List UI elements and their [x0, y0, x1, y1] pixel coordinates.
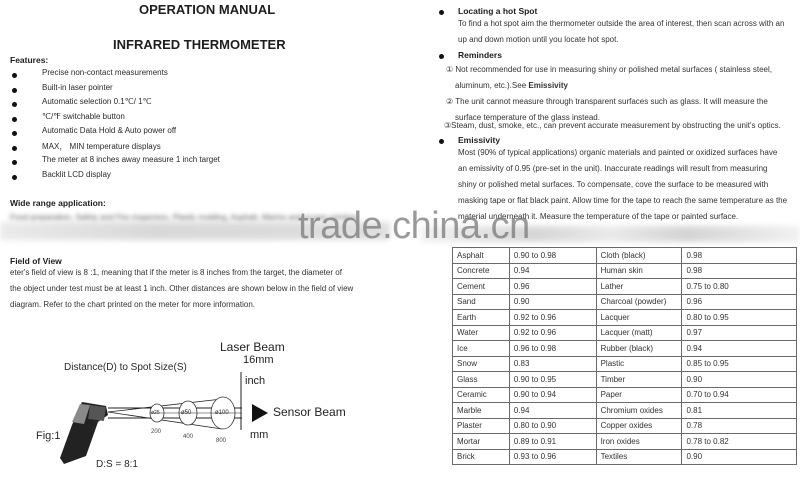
- emissivity-value-cell: 0.90: [509, 294, 596, 310]
- material-cell: Sand: [453, 294, 510, 310]
- emissivity-heading: Emissivity: [458, 135, 501, 145]
- table-row: [453, 294, 797, 310]
- emissivity-value-cell: 0.90 to 0.94: [509, 387, 596, 403]
- emissivity-value-cell: 0.92 to 0.96: [509, 310, 596, 326]
- emissivity-value-cell: 0.97: [682, 325, 797, 341]
- table-row: [453, 387, 797, 403]
- reminder-3: ③Steam, dust, smoke, etc., can prevent accurate measurement by obstructing the unit's optics.: [444, 121, 781, 130]
- emissivity-value-cell: 0.94: [509, 263, 596, 279]
- material-cell: Ice: [453, 341, 510, 357]
- spot-size-25: ø25: [151, 410, 160, 416]
- material-cell: Cloth (black): [596, 248, 682, 264]
- table-row: [453, 279, 797, 295]
- features-heading: Features:: [10, 55, 49, 65]
- material-cell: Charcoal (powder): [596, 294, 682, 310]
- material-cell: Human skin: [596, 263, 682, 279]
- emissivity-value-cell: 0.90 to 0.95: [509, 372, 596, 388]
- spot-size-50: ø50: [181, 410, 192, 416]
- emissivity-table-body: [453, 248, 797, 465]
- material-cell: Concrete: [453, 263, 510, 279]
- material-cell: Water: [453, 325, 510, 341]
- material-cell: Lacquer (matt): [596, 325, 682, 341]
- bullet-icon: [12, 160, 17, 165]
- application-heading: Wide range application:: [10, 198, 106, 208]
- table-row: [453, 248, 797, 264]
- field-of-view-diagram: [0, 330, 400, 491]
- material-cell: Paper: [596, 387, 682, 403]
- emissivity-value-cell: 0.75 to 0.80: [682, 279, 797, 295]
- table-row: [453, 263, 797, 279]
- table-row: [453, 372, 797, 388]
- bullet-icon: [12, 146, 17, 151]
- manual-title: OPERATION MANUAL: [139, 2, 276, 17]
- emissivity-value-cell: 0.81: [682, 403, 797, 419]
- emissivity-value-cell: 0.78 to 0.82: [682, 434, 797, 450]
- emissivity-value-cell: 0.80 to 0.90: [509, 418, 596, 434]
- distance-400: 400: [183, 434, 194, 440]
- emissivity-text: Most (90% of typical applications) organic materials and painted or oxidized surfaces have an emissivity of 0.95 (pre-set in the unit). Inaccurate readings will result from measuring shiny or polished metal surfaces. To compensate, cove the surface to be measured with masking tape or flat black paint. Allow time for the tape to reach the same temperature as the material underneath it. Measure the temperature of the tape or painted surface.: [458, 148, 788, 221]
- emissivity-value-cell: 0.96: [509, 279, 596, 295]
- material-cell: Snow: [453, 356, 510, 372]
- figure-label: Fig:1: [36, 430, 61, 442]
- table-row: [453, 418, 797, 434]
- emissivity-value-cell: 0.94: [509, 403, 596, 419]
- table-row: [453, 403, 797, 419]
- material-cell: Iron oxides: [596, 434, 682, 450]
- emissivity-value-cell: 0.89 to 0.91: [509, 434, 596, 450]
- material-cell: Cement: [453, 279, 510, 295]
- table-row: [453, 356, 797, 372]
- emissivity-value-cell: 0.78: [682, 418, 797, 434]
- product-title: INFRARED THERMOMETER: [113, 37, 286, 52]
- bullet-icon: [12, 117, 17, 122]
- material-cell: Mortar: [453, 434, 510, 450]
- spot-16mm-label: 16mm: [243, 354, 274, 366]
- table-row: [453, 341, 797, 357]
- material-cell: Textiles: [596, 449, 682, 465]
- watermark: trade.china.cn: [298, 205, 530, 247]
- material-cell: Copper oxides: [596, 418, 682, 434]
- bullet-icon: [439, 10, 444, 15]
- reminders-heading: Reminders: [458, 50, 502, 60]
- emissivity-value-cell: 0.94: [682, 341, 797, 357]
- reminder-2: ② The unit cannot measure through transparent surfaces such as glass. It will measure the surface temperature of the glass instead.: [446, 97, 768, 122]
- sensor-beam-label: Sensor Beam: [273, 405, 346, 419]
- bullet-icon: [439, 54, 444, 59]
- bullet-icon: [12, 88, 17, 93]
- material-cell: Lacquer: [596, 310, 682, 326]
- emissivity-value-cell: 0.90: [682, 372, 797, 388]
- material-cell: Ceramic: [453, 387, 510, 403]
- material-cell: Lather: [596, 279, 682, 295]
- material-cell: Marble: [453, 403, 510, 419]
- emissivity-value-cell: 0.70 to 0.94: [682, 387, 797, 403]
- bullet-icon: [12, 102, 17, 107]
- material-cell: Rubber (black): [596, 341, 682, 357]
- application-text: Food preparation, Safety and Fire inspectors, Plastic molding, Asphalt, Marine and screen printing: [10, 213, 357, 222]
- material-cell: Glass: [453, 372, 510, 388]
- emissivity-value-cell: 0.85 to 0.95: [682, 356, 797, 372]
- material-cell: Asphalt: [453, 248, 510, 264]
- bullet-icon: [439, 139, 444, 144]
- hotspot-heading: Locating a hot Spot: [458, 6, 538, 16]
- table-row: [453, 310, 797, 326]
- bullet-icon: [12, 131, 17, 136]
- fov-text: eter's field of view is 8 :1, meaning that if the meter is 8 inches from the target, the diameter of the object under test must be at least 1 inch. Other distances are shown below in the field of view diagram. Refer to the chart printed on the meter for more information.: [10, 268, 354, 309]
- table-row: [453, 449, 797, 465]
- emissivity-value-cell: 0.96: [682, 294, 797, 310]
- material-cell: Timber: [596, 372, 682, 388]
- hotspot-text: To find a hot spot aim the thermometer outside the area of interest, then scan across with an up and down motion until you locate hot spot.: [458, 19, 785, 44]
- reminder-1: ① Not recommended for use in measuring shiny or polished metal surfaces ( stainless steel, aluminum, etc.).See Emissivity: [446, 65, 772, 90]
- emissivity-value-cell: 0.92 to 0.96: [509, 325, 596, 341]
- emissivity-value-cell: 0.96 to 0.98: [509, 341, 596, 357]
- distance-spot-title: Distance(D) to Spot Size(S): [64, 362, 187, 373]
- distance-200: 200: [151, 429, 162, 435]
- distance-800: 800: [216, 438, 227, 444]
- emissivity-value-cell: 0.83: [509, 356, 596, 372]
- emissivity-table: [452, 247, 797, 465]
- emissivity-value-cell: 0.93 to 0.96: [509, 449, 596, 465]
- fov-heading: Field of View: [10, 256, 62, 266]
- emissivity-value-cell: 0.90 to 0.98: [509, 248, 596, 264]
- spot-size-100: ø100: [215, 410, 229, 416]
- bullet-icon: [12, 73, 17, 78]
- emissivity-value-cell: 0.80 to 0.95: [682, 310, 797, 326]
- material-cell: Brick: [453, 449, 510, 465]
- emissivity-value-cell: 0.98: [682, 248, 797, 264]
- material-cell: Earth: [453, 310, 510, 326]
- material-cell: Plastic: [596, 356, 682, 372]
- mm-label: mm: [250, 429, 269, 441]
- bullet-icon: [12, 175, 17, 180]
- material-cell: Plaster: [453, 418, 510, 434]
- ratio-label: D:S = 8:1: [96, 459, 138, 470]
- emissivity-value-cell: 0.90: [682, 449, 797, 465]
- inch-label: inch: [245, 375, 266, 387]
- emissivity-value-cell: 0.98: [682, 263, 797, 279]
- laser-beam-label: Laser Beam: [220, 340, 285, 354]
- material-cell: Chromium oxides: [596, 403, 682, 419]
- table-row: [453, 434, 797, 450]
- table-row: [453, 325, 797, 341]
